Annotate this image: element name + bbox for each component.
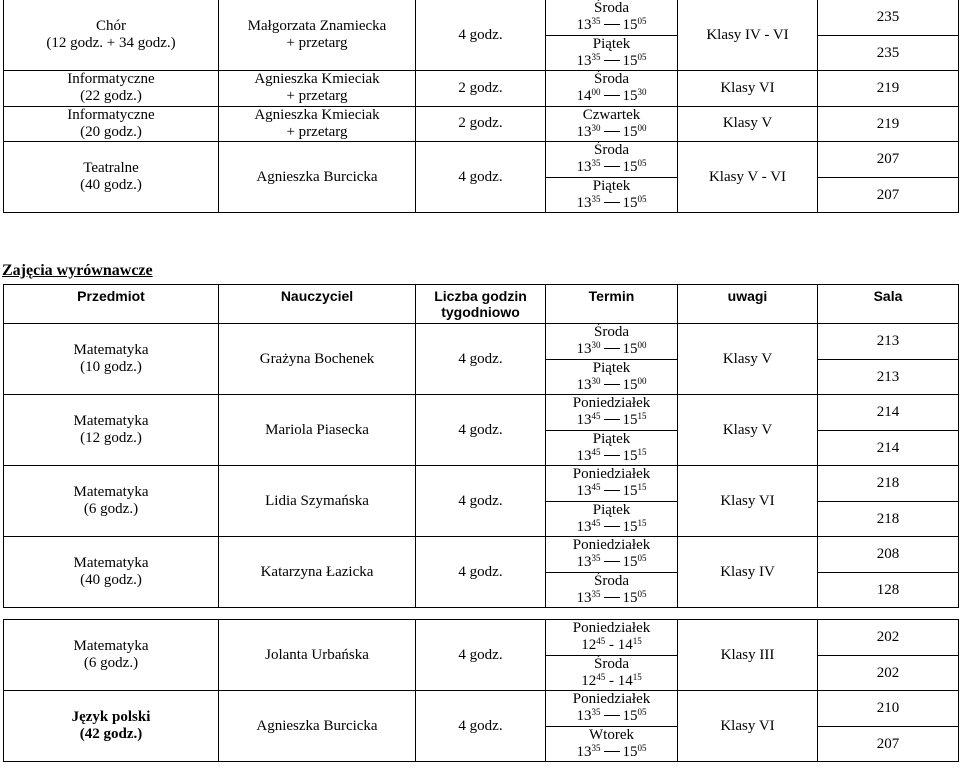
term-cell: [546, 620, 678, 691]
time-slot: [546, 655, 677, 691]
cell-line: Katarzyna Łazicka: [260, 563, 374, 580]
slot-day: Środa: [594, 0, 629, 16]
cell-line: Język polski: [71, 709, 151, 725]
cell-line: (22 godz.): [80, 88, 142, 105]
teacher-cell: [219, 466, 416, 537]
time-minutes: 05: [637, 742, 647, 753]
slot-day: Środa: [594, 655, 629, 672]
cell-line: + przetarg: [286, 123, 348, 140]
time-slot: [546, 142, 677, 177]
slot-day: Środa: [594, 142, 629, 158]
time-minutes: 05: [637, 16, 647, 26]
slot-time: $13^{35}$ $15^{05}$: [576, 707, 647, 724]
room-cell: [818, 537, 959, 608]
time-minutes: 45: [596, 671, 606, 682]
time-slot: [546, 620, 677, 655]
slot-time: $13^{30}$ $15^{00}$: [576, 375, 647, 393]
slot-time: $13^{35}$ $15^{05}$: [576, 553, 647, 570]
slot-time: $14^{00}$ $15^{30}$: [576, 87, 647, 104]
cell-line: (6 godz.): [83, 655, 139, 671]
subject-cell: [4, 537, 219, 608]
slot-day: Poniedziałek: [572, 395, 651, 411]
slot-day: Poniedziałek: [572, 691, 651, 707]
time-minutes: 30: [637, 87, 647, 97]
time-slot: [546, 572, 677, 608]
room-number: 219: [876, 80, 900, 96]
slot-time: $13^{35}$ $15^{05}$: [576, 742, 647, 760]
time-minutes: 35: [591, 158, 601, 168]
cell-line: Teatralne: [83, 160, 139, 176]
room-number: 218: [818, 501, 958, 537]
term-cell: [546, 106, 678, 142]
time-minutes: 35: [591, 553, 601, 563]
time-minutes: 15: [637, 411, 647, 421]
subject-cell: [4, 395, 219, 466]
room-number: 235: [876, 9, 900, 25]
slot-time: $13^{35}$ $15^{05}$: [576, 193, 647, 211]
cell-line: Informatyczne: [67, 71, 155, 88]
continuation-schedule-table: [3, 619, 959, 762]
cell-line: Agnieszka Burcicka: [256, 717, 378, 734]
room-cell: [818, 142, 959, 213]
table-row: [4, 466, 959, 537]
header-teacher: Nauczyciel: [219, 285, 416, 324]
time-dash: [604, 715, 620, 716]
time-minutes: 45: [591, 446, 601, 457]
continuation-schedule-body: [4, 620, 959, 762]
teacher-cell: [219, 324, 416, 395]
time-minutes: 15: [637, 517, 647, 528]
slot-time: $13^{45}$ $15^{15}$: [576, 517, 647, 535]
cell-line: + przetarg: [286, 88, 348, 105]
teacher-cell: [219, 691, 416, 762]
room-number: 207: [818, 177, 958, 213]
time-minutes: 00: [637, 375, 647, 386]
cell-line: Matematyka: [73, 555, 149, 571]
term-cell: [546, 466, 678, 537]
time-minutes: 30: [591, 375, 601, 386]
term-cell: [546, 691, 678, 762]
room-cell: [818, 106, 959, 142]
cell-line: Agnieszka Kmieciak: [254, 71, 380, 88]
header-subject: Przedmiot: [4, 285, 219, 324]
subject-cell: [4, 691, 219, 762]
room-number: 202: [876, 629, 900, 645]
table-row: [4, 324, 959, 395]
cell-line: + przetarg: [286, 35, 348, 51]
time-minutes: 05: [637, 193, 647, 204]
time-minutes: 45: [596, 636, 606, 646]
top-table-row: [4, 0, 959, 71]
time-minutes: 35: [591, 51, 601, 62]
top-table-row: [4, 142, 959, 213]
slot-time: $13^{35}$ $15^{05}$: [576, 51, 647, 69]
time-minutes: 30: [591, 122, 601, 133]
time-minutes: 05: [637, 707, 647, 717]
room-number: 210: [876, 700, 900, 716]
term-cell: [546, 142, 678, 213]
time-minutes: 00: [637, 340, 647, 350]
continuation-table-row: [4, 620, 959, 691]
room-number: 202: [818, 655, 958, 691]
cell-line: Informatyczne: [67, 106, 155, 123]
notes-cell: Klasy V: [678, 324, 818, 395]
time-minutes: 45: [591, 411, 601, 421]
slot-time: $12^{45} - 14^{15}$: [581, 671, 642, 689]
cell-line: Jolanta Urbańska: [265, 646, 369, 663]
time-minutes: 45: [591, 517, 601, 528]
hours-cell: 2 godz.: [416, 106, 546, 142]
room-number: 213: [876, 333, 900, 349]
room-cell: [818, 324, 959, 395]
subject-cell: [4, 71, 219, 107]
cell-line: Agnieszka Burcicka: [256, 168, 378, 185]
cell-line: (20 godz.): [80, 123, 142, 140]
time-slot: [546, 466, 677, 501]
teacher-cell: [219, 537, 416, 608]
time-minutes: 35: [591, 193, 601, 204]
time-dash: [604, 490, 620, 491]
hours-cell: 4 godz.: [416, 0, 546, 71]
time-minutes: 35: [591, 707, 601, 717]
time-slot: [546, 537, 677, 572]
time-minutes: 30: [591, 340, 601, 350]
time-minutes: 15: [637, 446, 647, 457]
table-header-row: [4, 285, 959, 324]
time-slot: [546, 430, 677, 466]
room-number: 218: [876, 475, 900, 491]
time-slot: [546, 177, 677, 213]
cell-line: Matematyka: [73, 638, 149, 654]
slot-day: Czwartek: [582, 106, 641, 123]
remedial-schedule-table: [3, 284, 959, 608]
time-minutes: 05: [637, 51, 647, 62]
time-slot: [546, 107, 677, 142]
slot-day: Poniedziałek: [572, 537, 651, 553]
notes-cell: Klasy IV - VI: [678, 0, 818, 71]
slot-time: $13^{35}$ $15^{05}$: [576, 588, 647, 606]
cell-line: Matematyka: [73, 413, 149, 429]
slot-time: $13^{45}$ $15^{15}$: [576, 446, 647, 464]
time-minutes: 05: [637, 588, 647, 599]
time-slot: [546, 726, 677, 762]
room-number: 208: [876, 546, 900, 562]
notes-cell: Klasy V: [678, 106, 818, 142]
hours-cell: 4 godz.: [416, 620, 546, 691]
subject-cell: [4, 106, 219, 142]
subject-cell: [4, 466, 219, 537]
notes-cell: Klasy VI: [678, 466, 818, 537]
slot-day: Poniedziałek: [572, 466, 651, 482]
time-slot: [546, 359, 677, 395]
cell-line: Chór: [96, 18, 126, 34]
time-minutes: 35: [591, 588, 601, 599]
cell-line: (12 godz.): [80, 430, 142, 446]
top-schedule-body: [4, 0, 959, 213]
notes-cell: Klasy VI: [678, 691, 818, 762]
time-slot: [546, 0, 677, 35]
term-cell: [546, 537, 678, 608]
time-dash: [604, 419, 620, 420]
top-table-row: [4, 106, 959, 142]
hours-cell: 4 godz.: [416, 324, 546, 395]
time-slot: [546, 691, 677, 726]
time-minutes: 15: [637, 482, 647, 492]
time-dash: [604, 95, 620, 96]
room-cell: [818, 466, 959, 537]
term-cell: [546, 0, 678, 71]
time-dash: [604, 60, 620, 61]
room-cell: [818, 395, 959, 466]
cell-line: (40 godz.): [80, 572, 142, 588]
time-minutes: 00: [591, 87, 601, 97]
slot-day: Piątek: [592, 35, 631, 52]
hours-cell: 2 godz.: [416, 71, 546, 107]
slot-day: Środa: [594, 324, 629, 340]
slot-time: $13^{30}$ $15^{00}$: [576, 122, 647, 140]
room-number: 219: [876, 115, 900, 132]
term-cell: [546, 71, 678, 107]
cell-line: Grażyna Bochenek: [259, 350, 375, 367]
time-dash: [604, 131, 620, 132]
header-notes: uwagi: [678, 285, 818, 324]
slot-day: Środa: [594, 71, 629, 87]
time-dash: [604, 561, 620, 562]
time-slot: [546, 35, 677, 71]
time-dash: [604, 526, 620, 527]
time-dash: [604, 455, 620, 456]
slot-time: $13^{30}$ $15^{00}$: [576, 340, 647, 357]
continuation-table-row: [4, 691, 959, 762]
teacher-cell: [219, 142, 416, 213]
top-schedule-table: [3, 0, 959, 213]
time-dash: [604, 24, 620, 25]
slot-day: Środa: [594, 572, 629, 589]
notes-cell: Klasy V: [678, 395, 818, 466]
time-minutes: 05: [637, 158, 647, 168]
term-cell: [546, 324, 678, 395]
time-dash: [604, 202, 620, 203]
teacher-cell: [219, 395, 416, 466]
cell-line: (10 godz.): [80, 359, 142, 375]
table-row: [4, 537, 959, 608]
cell-line: (40 godz.): [80, 177, 142, 193]
subject-cell: [4, 620, 219, 691]
slot-time: $13^{35}$ $15^{05}$: [576, 158, 647, 175]
notes-cell: Klasy IV: [678, 537, 818, 608]
time-minutes: 35: [591, 16, 601, 26]
time-dash: [604, 384, 620, 385]
section-title: Zajęcia wyrównawcze: [2, 262, 153, 279]
cell-line: Matematyka: [73, 484, 149, 500]
slot-day: Piątek: [592, 177, 631, 194]
header-hours: Liczba godzin tygodniowo: [416, 285, 546, 324]
room-number: 235: [818, 35, 958, 71]
cell-line: Agnieszka Kmieciak: [254, 106, 380, 123]
room-number: 207: [818, 726, 958, 762]
time-dash: [604, 597, 620, 598]
slot-time: $13^{45}$ $15^{15}$: [576, 411, 647, 428]
room-cell: [818, 620, 959, 691]
hours-cell: 4 godz.: [416, 466, 546, 537]
slot-day: Poniedziałek: [572, 620, 651, 636]
notes-cell: Klasy V - VI: [678, 142, 818, 213]
hours-cell: 4 godz.: [416, 142, 546, 213]
subject-cell: [4, 324, 219, 395]
subject-cell: [4, 142, 219, 213]
time-slot: [546, 501, 677, 537]
teacher-cell: [219, 0, 416, 71]
room-number: 207: [876, 151, 900, 167]
slot-day: Piątek: [592, 359, 631, 376]
cell-line: (6 godz.): [83, 501, 139, 517]
time-minutes: 15: [632, 671, 642, 682]
room-number: 214: [818, 430, 958, 466]
hours-cell: 4 godz.: [416, 537, 546, 608]
cell-line: Lidia Szymańska: [265, 492, 369, 509]
slot-time: $13^{45}$ $15^{15}$: [576, 482, 647, 499]
teacher-cell: [219, 71, 416, 107]
teacher-cell: [219, 620, 416, 691]
room-number: 128: [818, 572, 958, 608]
time-slot: [546, 395, 677, 430]
cell-line: (12 godz. + 34 godz.): [46, 35, 176, 51]
slot-day: Wtorek: [589, 726, 634, 743]
time-minutes: 05: [637, 553, 647, 563]
time-slot: [546, 324, 677, 359]
header-term: Termin: [546, 285, 678, 324]
room-number: 214: [876, 404, 900, 420]
header-room: Sala: [818, 285, 959, 324]
notes-cell: Klasy VI: [678, 71, 818, 107]
remedial-schedule-body: [4, 285, 959, 608]
cell-line: Matematyka: [73, 342, 149, 358]
time-slot: [546, 71, 677, 106]
cell-line: Mariola Piasecka: [265, 421, 369, 438]
room-number: 213: [818, 359, 958, 395]
room-cell: [818, 0, 959, 71]
slot-day: Piątek: [592, 430, 631, 447]
top-table-row: [4, 71, 959, 107]
subject-cell: [4, 0, 219, 71]
cell-line: (42 godz.): [79, 726, 143, 742]
room-cell: [818, 691, 959, 762]
hours-cell: 4 godz.: [416, 395, 546, 466]
hours-cell: 4 godz.: [416, 691, 546, 762]
room-cell: [818, 71, 959, 107]
notes-cell: Klasy III: [678, 620, 818, 691]
table-row: [4, 395, 959, 466]
time-minutes: 35: [591, 742, 601, 753]
cell-line: Małgorzata Znamiecka: [247, 18, 387, 34]
time-minutes: 00: [637, 122, 647, 133]
slot-time: $12^{45} - 14^{15}$: [581, 636, 642, 653]
time-minutes: 45: [591, 482, 601, 492]
term-cell: [546, 395, 678, 466]
slot-day: Piątek: [592, 501, 631, 518]
time-dash: [604, 751, 620, 752]
slot-time: $13^{35}$ $15^{05}$: [576, 16, 647, 33]
time-dash: [604, 348, 620, 349]
time-dash: [604, 166, 620, 167]
time-minutes: 15: [632, 636, 642, 646]
teacher-cell: [219, 106, 416, 142]
